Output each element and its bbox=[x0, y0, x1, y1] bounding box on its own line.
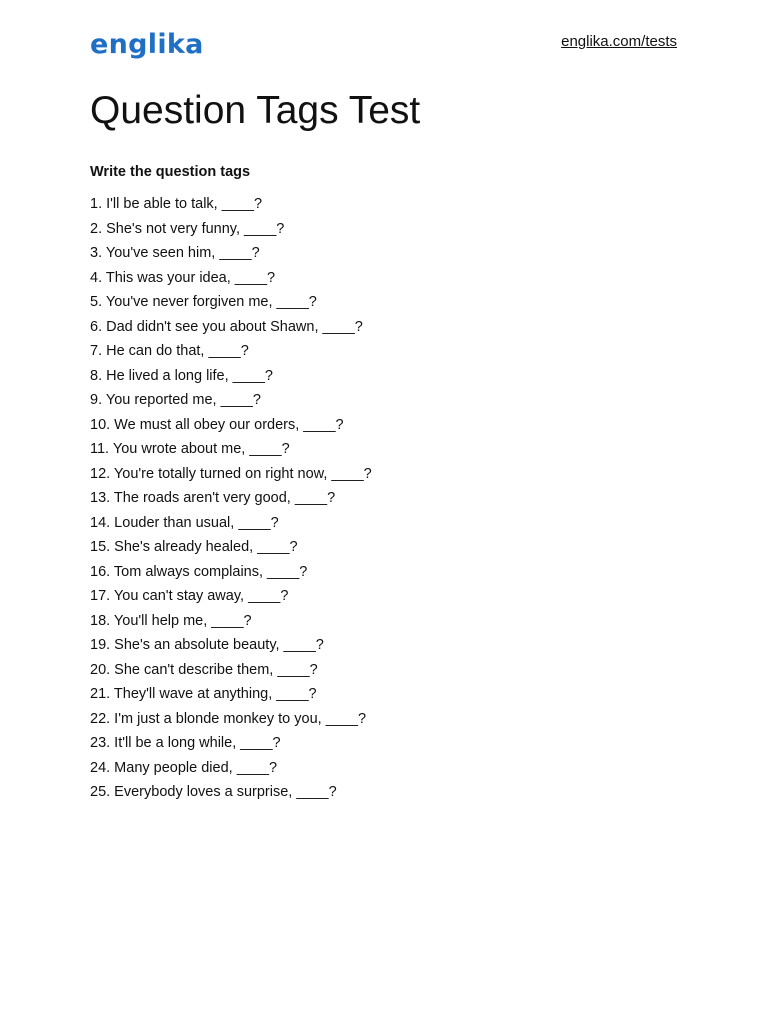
instructions: Write the question tags bbox=[90, 164, 251, 180]
question-item: 20. She can't describe them, ____? bbox=[90, 661, 318, 678]
question-item: 24. Many people died, ____? bbox=[90, 759, 278, 776]
question-item: 12. You're totally turned on right now, ____? bbox=[90, 465, 372, 482]
question-item: 2. She's not very funny, ____? bbox=[90, 220, 285, 237]
question-item: 7. He can do that, ____? bbox=[90, 343, 249, 359]
question-item: 25. Everybody loves a surprise, ____? bbox=[90, 784, 337, 800]
question-item: 10. We must all obey our orders, ____? bbox=[90, 416, 344, 433]
question-item: 18. You'll help me, ____? bbox=[90, 612, 252, 629]
question-item: 15. She's already healed, ____? bbox=[90, 539, 298, 555]
question-item: 3. You've seen him, ____? bbox=[90, 245, 260, 261]
question-item: 6. Dad didn't see you about Shawn, ____? bbox=[90, 318, 363, 335]
question-item: 21. They'll wave at anything, ____? bbox=[90, 686, 317, 702]
question-item: 23. It'll be a long while, ____? bbox=[90, 735, 281, 751]
question-item: 13. The roads aren't very good, ____? bbox=[90, 490, 336, 506]
tests-link[interactable]: englika.com/tests bbox=[561, 33, 677, 50]
page-title: Question Tags Test bbox=[90, 89, 421, 132]
question-list bbox=[90, 192, 372, 805]
question-item: 5. You've never forgiven me, ____? bbox=[90, 294, 317, 310]
question-item: 22. I'm just a blonde monkey to you, ____? bbox=[90, 710, 367, 727]
question-item: 16. Tom always complains, ____? bbox=[90, 563, 308, 580]
question-item: 14. Louder than usual, ____? bbox=[90, 514, 279, 531]
question-item: 9. You reported me, ____? bbox=[90, 392, 261, 408]
englika-logo[interactable]: englika bbox=[90, 29, 204, 60]
question-item: 8. He lived a long life, ____? bbox=[90, 367, 273, 384]
question-item: 4. This was your idea, ____? bbox=[90, 269, 276, 286]
question-item: 11. You wrote about me, ____? bbox=[90, 441, 290, 457]
question-item: 17. You can't stay away, ____? bbox=[90, 588, 289, 604]
question-item: 19. She's an absolute beauty, ____? bbox=[90, 637, 324, 653]
question-item: 1. I'll be able to talk, ____? bbox=[90, 196, 263, 212]
